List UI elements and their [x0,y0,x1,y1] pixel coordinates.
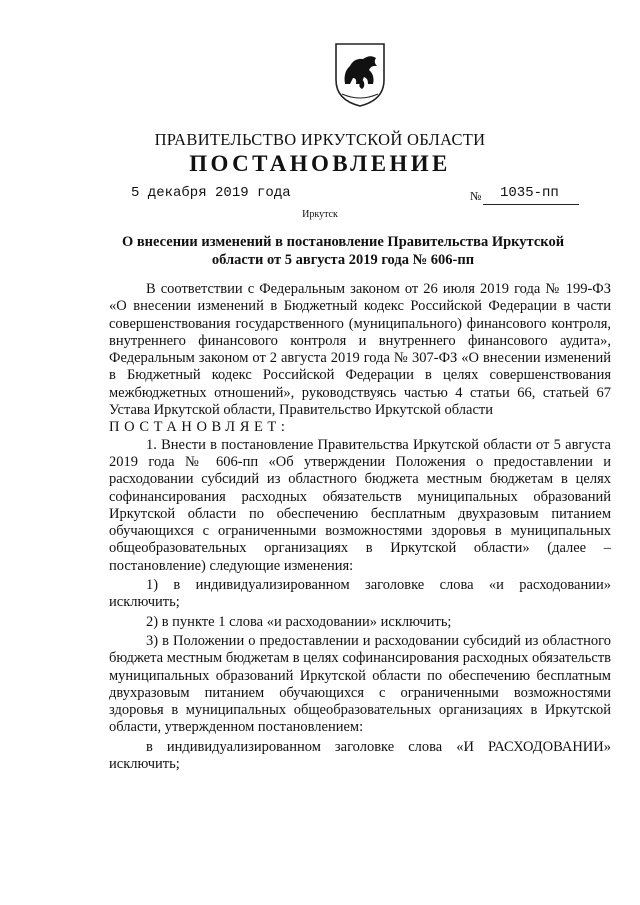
document-title: О внесении изменений в постановление Правительства Иркутской области от 5 августа 2019 года № 606-пп [121,234,565,268]
government-name: ПРАВИТЕЛЬСТВО ИРКУТСКОЙ ОБЛАСТИ [154,130,486,149]
resolves-heading: ПОСТАНОВЛЯЕТ: [109,419,290,436]
decree-date: 5 декабря 2019 года [131,185,291,201]
number-underline [483,204,579,205]
subitem-3a-paragraph: в индивидуализированном заголовке слова «И РАСХОДОВАНИИ» исключить; [109,738,611,773]
decree-number: 1035-пп [500,185,559,201]
preamble-paragraph: В соответствии с Федеральным законом от 26 июля 2019 года № 199-ФЗ «О внесении изменений в Бюджетный кодекс Российской Федерации в части совершенствования государственного (муниципального) финансового контроля, внутреннего финансового контроля и внутреннего финансового аудита», Федеральным законом от 2 августа 2019 года № 307-ФЗ «О внесении изменений в Бюджетный кодекс Российской Федерации в целях совершенствования межбюджетных отношений», руководствуясь частью 4 статьи 66, статьей 67 Устава Иркутской области, Правительство Иркутской области [109,281,611,419]
number-sign: № [470,189,482,203]
coat-of-arms-emblem [333,42,387,108]
city-name: Иркутск [302,209,338,220]
document-type: ПОСТАНОВЛЕНИЕ [189,151,451,176]
subitem-2-paragraph: 2) в пункте 1 слова «и расходовании» исключить; [146,613,452,630]
subitem-1-paragraph: 1) в индивидуализированном заголовке слова «и расходовании» исключить; [109,577,611,611]
item-1-paragraph: 1. Внести в постановление Правительства Иркутской области от 5 августа 2019 года № 606-пп «Об утверждении Положения о предоставлении и расходовании субсидий из областного бюджета местным бюджетам в целях софинансирования расходных обязательств муниципальных образований Иркутской области по обеспечению бесплатным двухразовым питанием обучающихся с ограниченными возможностями здоровья в муниципальных общеобразовательных организациях в Иркутской области» (далее – постановление) следующие изменения: [109,436,611,574]
subitem-3-paragraph: 3) в Положении о предоставлении и расходовании субсидий из областного бюджета местным бюджетам в целях софинансирования расходных обязательств муниципальных образований Иркутской области по обеспечению бесплатным двухразовым питанием обучающихся с ограниченными возможностями здоровья в муниципальных общеобразовательных организациях в Иркутской области, утвержденном постановлением: [109,632,611,736]
document-body [109,281,611,773]
